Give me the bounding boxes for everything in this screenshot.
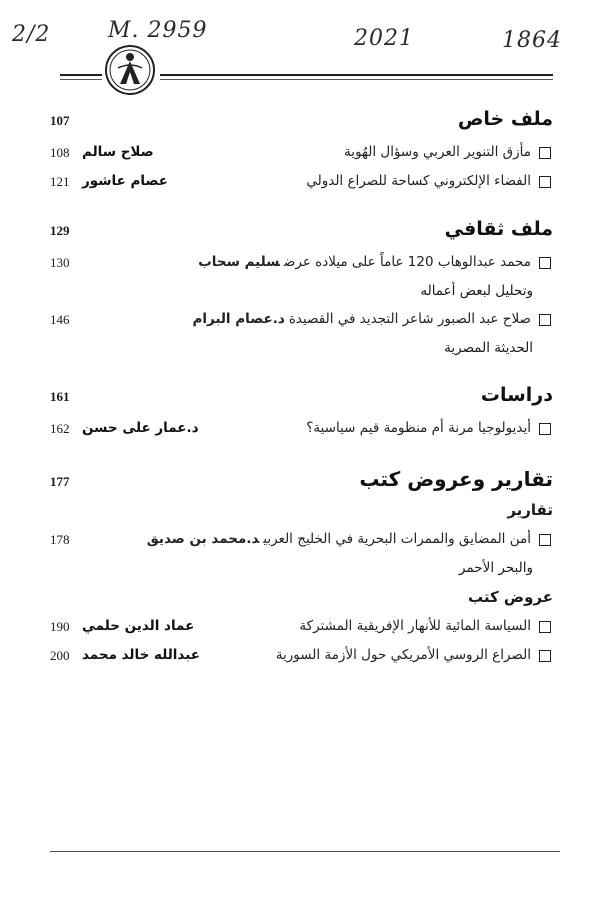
checkbox-bullet-icon [539, 621, 551, 633]
header-rule-right [160, 74, 553, 76]
toc-entry[interactable] [50, 248, 553, 277]
entry-page-number: 130 [50, 255, 70, 270]
section-title: ملف ثقافي [444, 218, 553, 240]
toc-entry[interactable] [50, 641, 553, 670]
handwritten-page-fraction: 2/2 [12, 22, 51, 47]
entry-title-text: محمد عبدالوهاب 120 عاماً على ميلاده عرض [283, 254, 531, 270]
toc-entry[interactable] [50, 525, 553, 554]
entry-author: د.محمد بن صديق [146, 531, 260, 547]
section-page-number: 107 [50, 113, 70, 128]
toc-entry[interactable] [50, 414, 553, 443]
checkbox-bullet-icon [539, 650, 551, 662]
footer-rule [50, 851, 560, 852]
entry-title: الفضاء الإلكتروني كساحة للصراع الدولي [306, 173, 531, 189]
entry-title: الصراع الروسي الأمريكي حول الأزمة السورية [275, 647, 531, 663]
entry-title-continuation: الحديثة المصرية [444, 340, 533, 356]
entry-author: سليم سحاب [198, 254, 280, 270]
entry-author: عبدالله خالد محمد [82, 647, 200, 663]
toc-entry[interactable] [50, 167, 553, 196]
handwritten-ref-number: M. 2959 [108, 18, 208, 43]
entry-page-number: 178 [50, 532, 70, 547]
toc-entry[interactable] [50, 612, 553, 641]
section-title: دراسات [480, 384, 553, 406]
handwritten-code: 1864 [502, 28, 562, 53]
checkbox-bullet-icon [539, 147, 551, 159]
subsection-title: عروض كتب [467, 588, 553, 606]
entry-title: مأزق التنوير العربي وسؤال الهُوية [344, 144, 531, 160]
toc-entry[interactable] [50, 138, 553, 167]
section-header [50, 218, 553, 248]
entry-page-number: 146 [50, 312, 70, 327]
entry-page-number: 200 [50, 648, 70, 663]
entry-title [82, 248, 531, 277]
entry-page-number: 162 [50, 421, 70, 436]
entry-author: عصام عاشور [82, 173, 168, 189]
entry-title [82, 305, 531, 334]
entry-author: د.عصام البرام [192, 311, 285, 327]
section-header [50, 467, 553, 497]
checkbox-bullet-icon [539, 176, 551, 188]
subsection-title: تقارير [507, 501, 553, 519]
checkbox-bullet-icon [539, 257, 551, 269]
entry-title: السياسة المائية للأنهار الإفريقية المشتركة [299, 618, 531, 634]
journal-logo-icon [104, 44, 156, 96]
entry-title [82, 525, 531, 554]
entry-author: صلاح سالم [82, 144, 154, 160]
checkbox-bullet-icon [539, 534, 551, 546]
section-title: ملف خاص [457, 108, 553, 130]
checkbox-bullet-icon [539, 423, 551, 435]
entry-title-text: صلاح عبد الصبور شاعر التجديد في القصيدة [288, 311, 531, 327]
section-header [50, 384, 553, 414]
checkbox-bullet-icon [539, 314, 551, 326]
section-page-number: 177 [50, 474, 70, 489]
section-header [50, 108, 553, 138]
header-rule-left [60, 74, 102, 76]
section-page-number: 161 [50, 389, 70, 404]
entry-title-continuation: وتحليل لبعض أعماله [420, 283, 533, 299]
entry-page-number: 190 [50, 619, 70, 634]
header-rule-right-thin [160, 79, 553, 80]
entry-author: عماد الدين حلمي [82, 618, 195, 634]
section-page-number: 129 [50, 223, 70, 238]
entry-page-number: 121 [50, 174, 70, 189]
section-title: تقارير وعروض كتب [359, 467, 553, 491]
handwritten-year: 2021 [354, 26, 414, 51]
header-rule-left-thin [60, 79, 102, 80]
entry-title: أيديولوجيا مرنة أم منظومة قيم سياسية؟ [306, 420, 531, 436]
entry-page-number: 108 [50, 145, 70, 160]
entry-author: د.عمار على حسن [82, 420, 199, 436]
toc-entry[interactable] [50, 305, 553, 334]
entry-title-text: أمن المضايق والممرات البحرية في الخليج العربي [263, 531, 531, 547]
table-of-contents [50, 90, 553, 670]
entry-title-continuation: والبحر الأحمر [459, 560, 533, 576]
